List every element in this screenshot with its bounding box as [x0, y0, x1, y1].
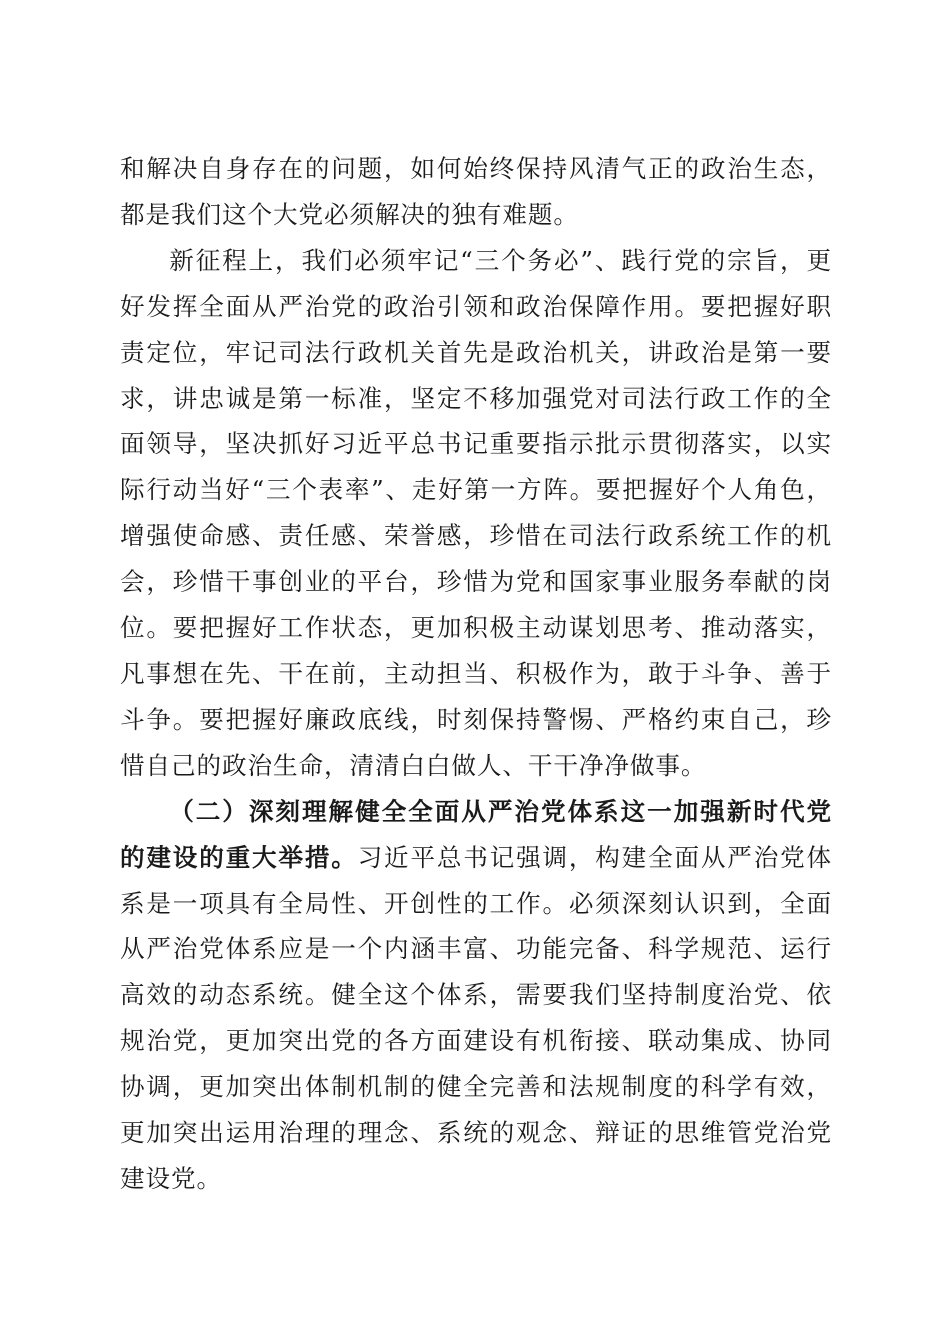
paragraph-section-two: [120, 789, 832, 1202]
paragraph-text: 习近平总书记强调，构建全面从严治党体系是一项具有全局性、开创性的工作。必须深刻认识到，全面从严治党体系应是一个内涵丰富、功能完备、科学规范、运行高效的动态系统。健全这个体系，需要我们坚持制度治党、依规治党，更加突出党的各方面建设有机衔接、联动集成、协同协调，更加突出体制机制的健全完善和法规制度的科学有效，更加突出运用治理的理念、系统的观念、辩证的思维管党治党建设党。: [120, 842, 832, 1193]
section-heading-lead: （二）深刻理解健全全面从严治党体系这一加强新时代党的建设的重大举措。: [120, 796, 832, 872]
paragraph-text: 新征程上，我们必须牢记“三个务必”、践行党的宗旨，更好发挥全面从严治党的政治引领和政治保障作用。要把握好职责定位，牢记司法行政机关首先是政治机关，讲政治是第一要求，讲忠诚是第一标准，坚定不移加强党对司法行政工作的全面领导，坚决抓好习近平总书记重要指示批示贯彻落实，以实际行动当好“三个表率”、走好第一方阵。要把握好个人角色，增强使命感、责任感、荣誉感，珍惜在司法行政系统工作的机会，珍惜干事创业的平台，珍惜为党和国家事业服务奉献的岗位。要把握好工作状态，更加积极主动谋划思考、推动落实，凡事想在先、干在前，主动担当、积极作为，敢于斗争、善于斗争。要把握好廉政底线，时刻保持警惕、严格约束自己，珍惜自己的政治生命，清清白白做人、干干净净做事。: [120, 245, 832, 780]
paragraph-text: 和解决自身存在的问题，如何始终保持风清气正的政治生态，都是我们这个大党必须解决的独有难题。: [120, 154, 832, 229]
paragraph-new-journey: [120, 238, 832, 789]
document-body: [120, 146, 832, 1202]
paragraph-continuation: [120, 146, 832, 238]
